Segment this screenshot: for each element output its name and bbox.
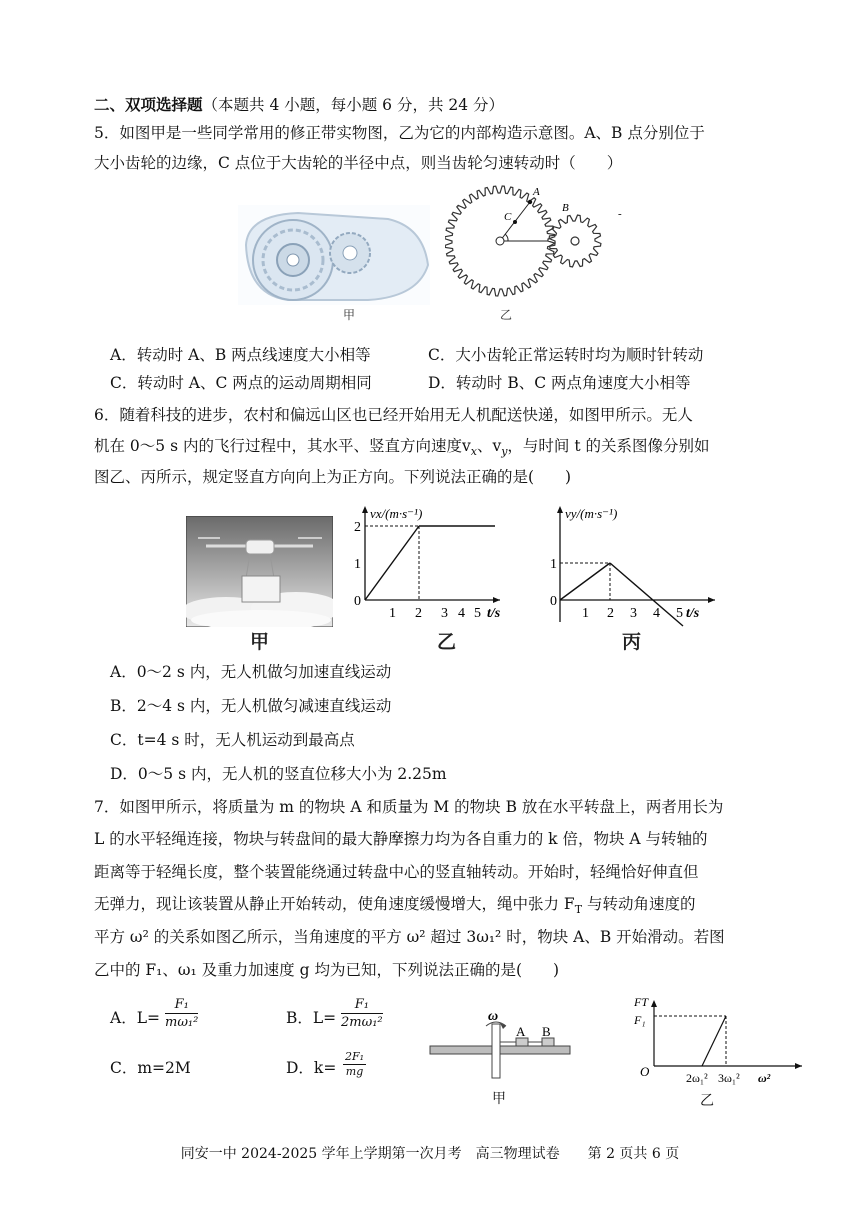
q5-option-B[interactable]: C．大小齿轮正常运转时均为顺时针转动 bbox=[428, 346, 704, 364]
section-title: 二、双项选择题 bbox=[94, 95, 203, 114]
q7-graph-xlabel: ω² bbox=[758, 1071, 771, 1085]
q6-graph-vx bbox=[340, 502, 505, 627]
q7-figure-turntable bbox=[428, 1008, 574, 1080]
q5-option-C[interactable]: C．转动时 A、C 两点的运动周期相同 bbox=[110, 374, 372, 392]
q6-bing-tick-1: 1 bbox=[550, 557, 557, 572]
q6-yi-xtick-3: 3 bbox=[441, 606, 448, 621]
q6-yi-xtick-4: 4 bbox=[458, 606, 465, 621]
q6-bing-ylabel: vy/(m·s⁻¹) bbox=[565, 506, 618, 521]
q7-stem-line5: 平方 ω² 的关系如图乙所示，当角速度的平方 ω² 超过 3ω₁² 时，物块 A、B 开始滑动。若图 bbox=[94, 928, 725, 946]
q6-yi-ylabel: vx/(m·s⁻¹) bbox=[370, 506, 423, 521]
q5-stem-line1: 5．如图甲是一些同学常用的修正带实物图，乙为它的内部构造示意图。A、B 点分别位于 bbox=[94, 124, 705, 142]
q5-stem-line2: 大小齿轮的边缘，C 点位于大齿轮的半径中点，则当齿轮匀速转动时（ ） bbox=[94, 154, 623, 172]
q7-option-B[interactable]: B．L= bbox=[286, 1009, 337, 1027]
q6-bing-xtick-2: 2 bbox=[607, 606, 614, 621]
q6-option-A[interactable]: A．0～2 s 内，无人机做匀加速直线运动 bbox=[110, 663, 392, 681]
q7-graph-F1-label: F₁ bbox=[634, 1013, 646, 1027]
q5-caption-jia: 甲 bbox=[343, 308, 356, 322]
q6-bing-xtick-1: 1 bbox=[582, 606, 589, 621]
small-gear-axle bbox=[571, 237, 579, 245]
q5-label-C: C bbox=[504, 211, 512, 223]
q7-option-A[interactable]: A．L= bbox=[110, 1009, 160, 1027]
q6-figure-drone-photo bbox=[186, 516, 333, 627]
svg-text:-: - bbox=[618, 208, 622, 220]
q7-option-C[interactable]: C．m=2M bbox=[110, 1059, 191, 1077]
q7-graph-tick-3w: 3ω₁² bbox=[718, 1071, 740, 1085]
q7-stem-line2: L 的水平轻绳连接，物块与转盘间的最大静摩擦力均为各自重力的 k 倍，物块 A 与转轴的 bbox=[94, 830, 708, 848]
q7-stem-line1: 7．如图甲所示，将质量为 m 的物块 A 和质量为 M 的物块 B 放在水平转盘上，两者用长为 bbox=[94, 798, 724, 816]
q6-yi-xlabel: t/s bbox=[487, 606, 501, 621]
q6-caption-jia: 甲 bbox=[250, 631, 270, 653]
q7-fig-omega: ω bbox=[488, 1009, 499, 1024]
q6-stem-line1: 6．随着科技的进步，农村和偏远山区也已经开始用无人机配送快递，如图甲所示。无人 bbox=[94, 406, 693, 424]
q7-fig-label-A: A bbox=[516, 1024, 526, 1039]
page-footer: 同安一中 2024-2025 学年上学期第一次月考 高三物理试卷 第 2 页共 6 页 bbox=[180, 1146, 680, 1162]
q6-graph-vy bbox=[540, 502, 720, 632]
q5-caption-yi: 乙 bbox=[500, 308, 513, 322]
q7-stem-line4: 无弹力，现让该装置从静止开始转动，使角速度缓慢增大，绳中张力 $F_T$ 与转动角速度的 bbox=[94, 895, 696, 917]
q7-option-A-fraction: F₁ mω₁² bbox=[165, 997, 199, 1030]
q7-option-D[interactable]: D．k= bbox=[286, 1059, 337, 1077]
q7-fig-label-B: B bbox=[542, 1024, 551, 1039]
q7-option-B-fraction: F₁ 2mω₁² bbox=[341, 997, 383, 1030]
q6-stem-line3: 图乙、丙所示，规定竖直方向向上为正方向。下列说法正确的是( ) bbox=[94, 468, 572, 486]
q6-bing-xtick-3: 3 bbox=[630, 606, 637, 621]
q6-option-B[interactable]: B．2～4 s 内，无人机做匀减速直线运动 bbox=[110, 697, 392, 715]
q7-graph-origin: O bbox=[640, 1064, 650, 1079]
q5-option-D[interactable]: D．转动时 B、C 两点角速度大小相等 bbox=[428, 374, 691, 392]
q6-bing-xtick-4: 4 bbox=[653, 606, 660, 621]
section-note: （本题共 4 小题，每小题 6 分，共 24 分） bbox=[202, 96, 505, 114]
q5-label-B: B bbox=[562, 202, 569, 214]
q7-graph-FT bbox=[630, 994, 810, 1089]
q6-yi-tick-2: 2 bbox=[354, 520, 361, 535]
q6-yi-tick-1: 1 bbox=[354, 557, 361, 572]
q5-label-A: A bbox=[533, 186, 540, 198]
q6-option-D[interactable]: D．0～5 s 内，无人机的竖直位移大小为 2.25m bbox=[110, 765, 447, 783]
q7-stem-line6: 乙中的 F₁、ω₁ 及重力加速度 g 均为已知，下列说法正确的是( ) bbox=[94, 961, 560, 979]
q6-yi-xtick-5: 5 bbox=[474, 606, 481, 621]
q6-bing-xtick-5: 5 bbox=[676, 606, 683, 621]
section-header bbox=[94, 95, 504, 115]
q7-option-D-fraction: 2F₁ mg bbox=[345, 1050, 365, 1078]
q5-figure-correction-tape bbox=[238, 205, 430, 305]
q7-graph-tick-2w: 2ω₁² bbox=[686, 1071, 708, 1085]
q6-yi-xtick-1: 1 bbox=[389, 606, 396, 621]
q5-figure-gears bbox=[445, 182, 635, 302]
q7-caption-jia: 甲 bbox=[492, 1091, 506, 1107]
q7-graph-FT-label: FT bbox=[634, 995, 649, 1009]
q7-stem-line3: 距离等于轻绳长度，整个装置能绕通过转盘中心的竖直轴转动。开始时，轻绳恰好伸直但 bbox=[94, 863, 699, 881]
q6-yi-xtick-2: 2 bbox=[415, 606, 422, 621]
q6-bing-xlabel: t/s bbox=[686, 606, 700, 621]
q6-option-C[interactable]: C．t=4 s 时，无人机运动到最高点 bbox=[110, 731, 355, 749]
q6-caption-bing: 丙 bbox=[622, 631, 642, 653]
q6-stem-line2: 机在 0～5 s 内的飞行过程中，其水平、竖直方向速度$v_x$、$v_y$，与时间 t 的关系图像分别如 bbox=[94, 437, 710, 459]
q7-caption-yi: 乙 bbox=[700, 1093, 714, 1109]
q6-yi-origin: 0 bbox=[354, 594, 361, 609]
q6-bing-origin: 0 bbox=[550, 594, 557, 609]
q5-option-A[interactable]: A．转动时 A、B 两点线速度大小相等 bbox=[110, 346, 371, 364]
small-gear bbox=[549, 215, 601, 267]
q6-caption-yi: 乙 bbox=[437, 631, 457, 653]
